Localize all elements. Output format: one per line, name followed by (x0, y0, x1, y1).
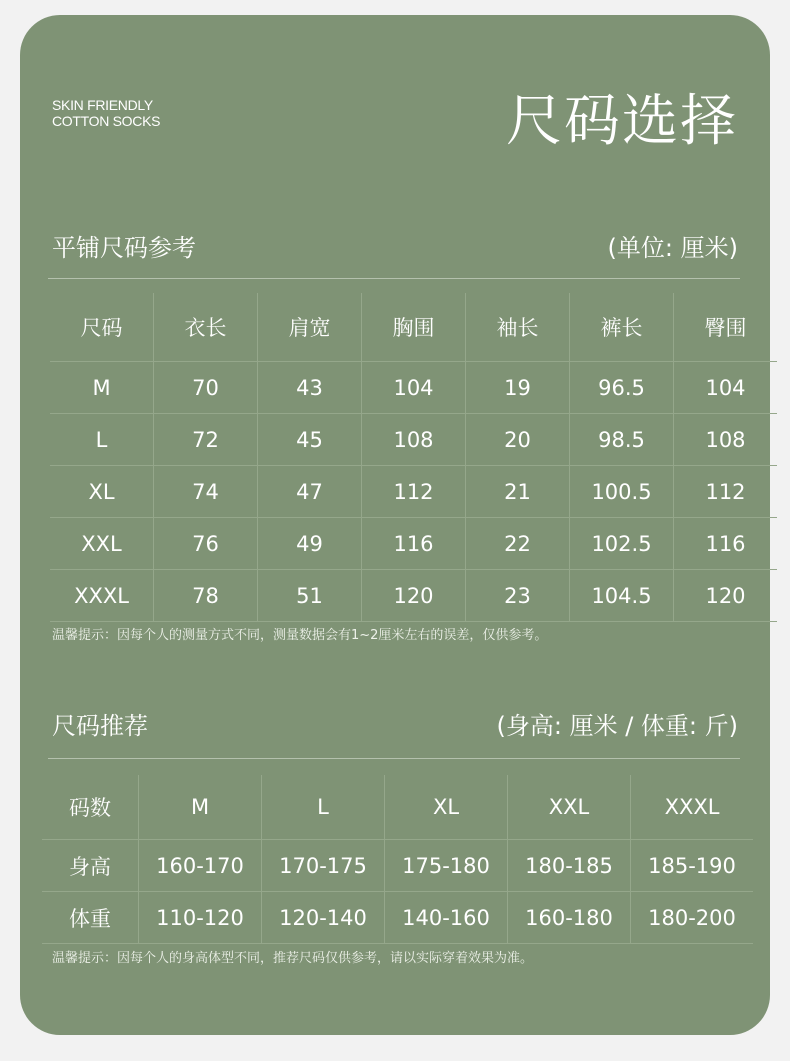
table-row (50, 570, 777, 622)
table-cell: 108 (362, 414, 466, 466)
brand-line-2: COTTON SOCKS (52, 113, 161, 129)
header-cell: L (262, 775, 385, 840)
table-cell: 49 (258, 518, 362, 570)
header-cell: 码数 (42, 775, 139, 840)
flat-section-title: 平铺尺码参考 (52, 234, 196, 262)
table-cell: 116 (674, 518, 778, 570)
table-cell: 112 (674, 466, 778, 518)
table-cell: 45 (258, 414, 362, 466)
header-cell: 裤长 (570, 293, 674, 362)
recommend-unit-label: (身高: 厘米 / 体重: 斤) (496, 712, 738, 740)
table-row (50, 466, 777, 518)
table-cell: 170-175 (262, 840, 385, 892)
header-cell: 尺码 (50, 293, 154, 362)
table-cell: 120 (362, 570, 466, 622)
table-cell: 72 (154, 414, 258, 466)
table-cell: 180-200 (631, 892, 754, 944)
table-cell: 19 (466, 362, 570, 414)
table-cell: 98.5 (570, 414, 674, 466)
recommend-size-table (42, 775, 753, 944)
table-cell: 70 (154, 362, 258, 414)
table-cell: 112 (362, 466, 466, 518)
header-cell: 臀围 (674, 293, 778, 362)
row-label-weight: 体重 (42, 892, 139, 944)
row-label-height: 身高 (42, 840, 139, 892)
table-cell: 43 (258, 362, 362, 414)
flat-measure-note: 温馨提示：因每个人的测量方式不同，测量数据会有1~2厘米左右的误差，仅供参考。 (52, 628, 548, 643)
recommend-divider (48, 758, 740, 759)
header-cell: 袖长 (466, 293, 570, 362)
table-cell: 100.5 (570, 466, 674, 518)
table-cell: 23 (466, 570, 570, 622)
table-cell: 51 (258, 570, 362, 622)
table-cell: XL (50, 466, 154, 518)
table-cell: 108 (674, 414, 778, 466)
recommend-section-title: 尺码推荐 (52, 712, 148, 740)
table-header-row (42, 775, 753, 840)
table-cell: 74 (154, 466, 258, 518)
table-cell: XXL (50, 518, 154, 570)
table-cell: 78 (154, 570, 258, 622)
table-cell: 104 (674, 362, 778, 414)
table-cell: 140-160 (385, 892, 508, 944)
table-cell: 21 (466, 466, 570, 518)
table-cell: 160-180 (508, 892, 631, 944)
size-chart-card (20, 15, 770, 1035)
brand-tagline (52, 97, 160, 129)
table-cell: 22 (466, 518, 570, 570)
table-cell: 120-140 (262, 892, 385, 944)
recommend-note: 温馨提示：因每个人的身高体型不同，推荐尺码仅供参考，请以实际穿着效果为准。 (52, 951, 534, 966)
table-cell: 20 (466, 414, 570, 466)
table-cell: M (50, 362, 154, 414)
table-cell: 120 (674, 570, 778, 622)
table-cell: 102.5 (570, 518, 674, 570)
table-cell: 180-185 (508, 840, 631, 892)
header-cell: XL (385, 775, 508, 840)
header-cell: 肩宽 (258, 293, 362, 362)
table-cell: 104 (362, 362, 466, 414)
table-header-row (50, 293, 777, 362)
table-cell: 116 (362, 518, 466, 570)
flat-size-table (50, 293, 777, 622)
table-row (50, 362, 777, 414)
table-cell: 160-170 (139, 840, 262, 892)
table-cell: L (50, 414, 154, 466)
table-row (42, 892, 753, 944)
flat-divider (48, 278, 740, 279)
table-cell: 110-120 (139, 892, 262, 944)
header-cell: XXL (508, 775, 631, 840)
page-title: 尺码选择 (506, 89, 738, 154)
table-cell: 185-190 (631, 840, 754, 892)
header-cell: 胸围 (362, 293, 466, 362)
header-cell: 衣长 (154, 293, 258, 362)
table-cell: 96.5 (570, 362, 674, 414)
table-cell: 47 (258, 466, 362, 518)
table-cell: 175-180 (385, 840, 508, 892)
table-cell: XXXL (50, 570, 154, 622)
table-cell: 76 (154, 518, 258, 570)
table-row (50, 518, 777, 570)
table-row (50, 414, 777, 466)
header-cell: XXXL (631, 775, 754, 840)
flat-unit-label: (单位: 厘米) (607, 234, 738, 262)
table-row (42, 840, 753, 892)
table-cell: 104.5 (570, 570, 674, 622)
header-cell: M (139, 775, 262, 840)
brand-line-1: SKIN FRIENDLY (52, 97, 153, 113)
